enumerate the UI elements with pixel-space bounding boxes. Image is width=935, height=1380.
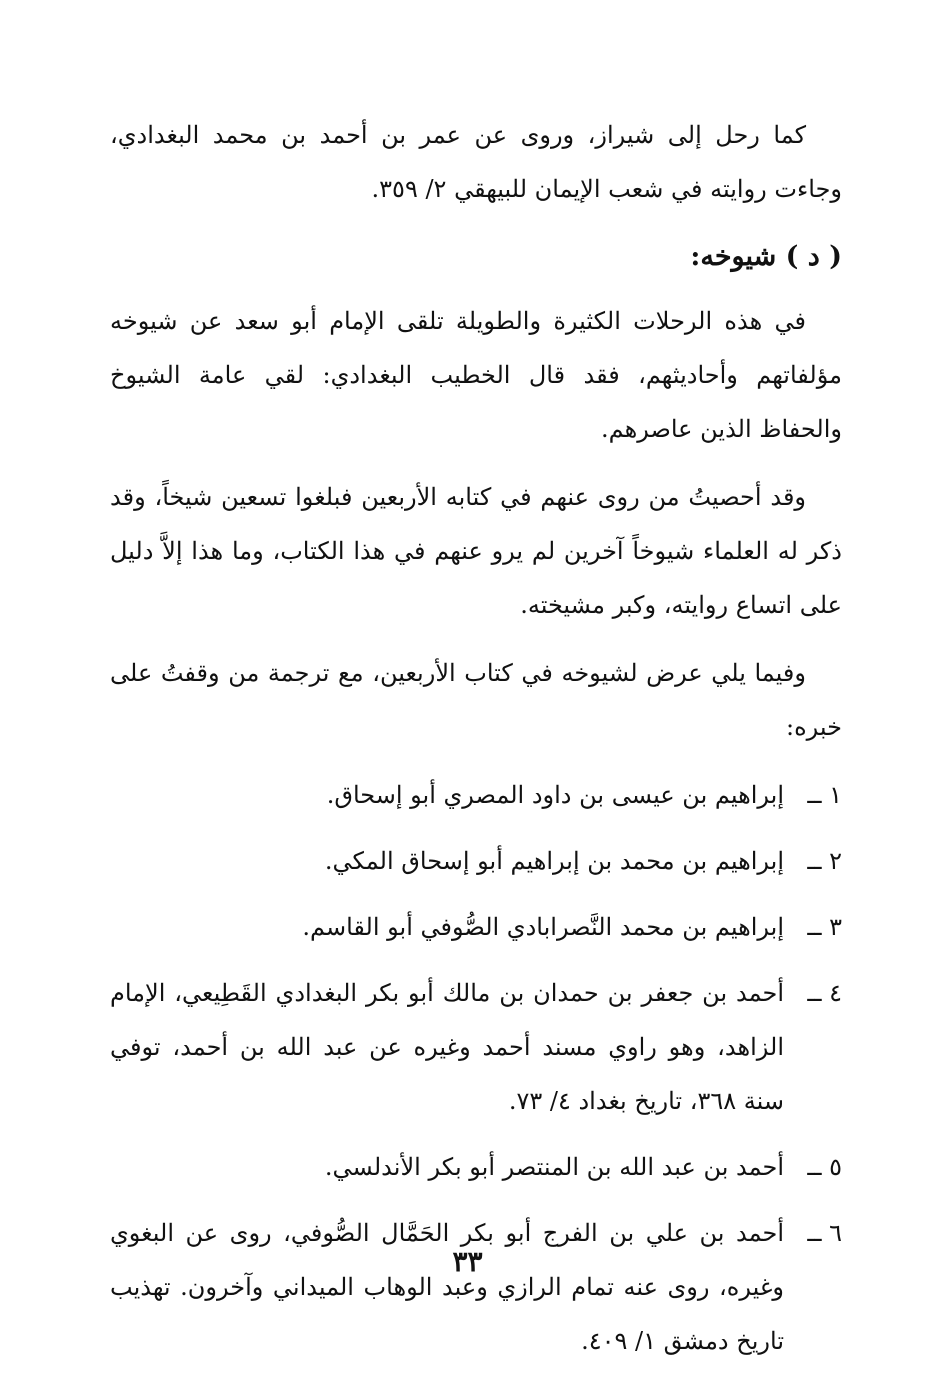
list-item-text: أحمد بن علي بن الفرج أبو بكر الحَمَّال الصُّوفي، روى عن البغوي وغيره، روى عنه تمام الرازي وعبد الوهاب الميداني وآخرون. تهذيب تاريخ دمشق ١/ ٤٠٩. bbox=[110, 1219, 784, 1355]
list-item-text: إبراهيم بن محمد النَّصرابادي الصُّوفي أبو القاسم. bbox=[302, 913, 784, 941]
list-item-text: أحمد بن عبد الله بن المنتصر أبو بكر الأندلسي. bbox=[324, 1153, 784, 1181]
list-item-number: ٥ ــ bbox=[807, 1153, 842, 1181]
page-body bbox=[110, 108, 842, 1380]
list-item bbox=[110, 966, 842, 1128]
list-item-number: ٦ ــ bbox=[807, 1219, 842, 1247]
teachers-list bbox=[110, 768, 842, 1368]
list-item-number: ٢ ــ bbox=[807, 847, 842, 875]
paragraph-travel: كما رحل إلى شيراز، وروى عن عمر بن أحمد بن محمد البغدادي، وجاءت روايته في شعب الإيمان للبيهقي ٢/ ٣٥٩. bbox=[110, 121, 842, 203]
page-number: ٣٣ bbox=[452, 1245, 483, 1278]
list-item-number: ٤ ــ bbox=[807, 979, 842, 1007]
list-item-text: أحمد بن جعفر بن حمدان بن مالك أبو بكر البغدادي القَطِيعي، الإمام الزاهد، وهو راوي مسند أحمد وغيره عن عبد الله بن أحمد، توفي سنة ٣٦٨، تاريخ بغداد ٤/ ٧٣. bbox=[110, 979, 784, 1115]
paragraph-teachers-intro: في هذه الرحلات الكثيرة والطويلة تلقى الإمام أبو سعد عن شيوخه مؤلفاتهم وأحاديثهم، فقد قال الخطيب البغدادي: لقي عامة الشيوخ والحفاظ الذين عاصرهم. bbox=[110, 307, 842, 443]
list-item bbox=[110, 900, 842, 954]
list-item bbox=[110, 834, 842, 888]
list-item bbox=[110, 1206, 842, 1368]
list-item-number: ١ ــ bbox=[807, 781, 842, 809]
list-item-text: إبراهيم بن محمد بن إبراهيم أبو إسحاق المكي. bbox=[324, 847, 784, 875]
paragraph-teachers-count: وقد أحصيتُ من روى عنهم في كتابه الأربعين فبلغوا تسعين شيخاً، وقد ذكر له العلماء شيوخاً آخرين لم يرو عنهم في هذا الكتاب، وما هذا إلاَّ دليل على اتساع روايته، وكبر مشيخته. bbox=[110, 483, 842, 619]
list-item-number: ٣ ــ bbox=[807, 913, 842, 941]
list-item-text: إبراهيم بن عيسى بن داود المصري أبو إسحاق. bbox=[326, 781, 784, 809]
list-item bbox=[110, 1140, 842, 1194]
paragraph-list-intro: وفيما يلي عرض لشيوخه في كتاب الأربعين، مع ترجمة من وقفتُ على خبره: bbox=[110, 659, 842, 741]
section-heading-teachers: ( د ) شيوخه: bbox=[690, 241, 842, 272]
list-item bbox=[110, 768, 842, 822]
